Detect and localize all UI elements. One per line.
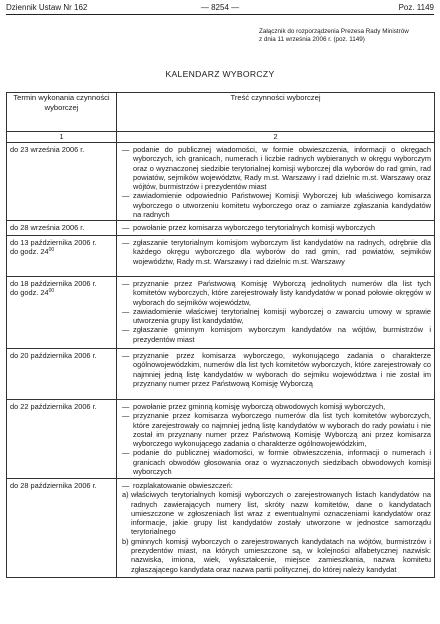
table-row (7, 221, 435, 236)
column-header-deadline: Termin wykonania czynności wyborczej (7, 93, 117, 132)
deadline-cell (7, 400, 117, 479)
list-item: — zawiadomienie odpowiednio Państwowej Komisji Wyborczej lub właściwego komisarza wyborczego o utworzeniu komitetu wyborczego oraz o zamiarze zgłaszania kandydatów na radnych (122, 191, 431, 220)
deadline-text: do 28 września 2006 r. (10, 223, 85, 232)
list-item: — podanie do publicznej wiadomości, w formie obwieszczenia, informacji o okręgach wyborczych, ich granicach, numerach i liczbie radnych wybieranych w okręgu wyborczym oraz o wyznaczonej siedzibie terytorialnej komisji wyborczej dla wyborów do rad gmin, rad powiatów, sejmików województw, Rady m.st. Warszawy i rad dzielnic m.st. Warszawy oraz wójtów, burmistrzów i prezydentów miast (122, 145, 431, 192)
table-row (7, 277, 435, 349)
document-title: KALENDARZ WYBORCZY (165, 69, 275, 79)
annex-line-1: Załącznik do rozporządzenia Prezesa Rady Ministrów (259, 28, 409, 35)
deadline-text: do 28 października 2006 r. (10, 481, 97, 490)
list-item: — rozplakatowanie obwieszczeń: (122, 481, 233, 490)
election-calendar-table (6, 92, 435, 578)
deadline-cell (7, 221, 117, 236)
list-item: — przyznanie przez Państwową Komisję Wyborczą jednolitych numerów dla list tych komitetów wyborczych, które zarejestrowały listy kandydatów w ponad połowie okręgów w wyborach do sejmików województw, (122, 279, 431, 307)
table-row (7, 400, 435, 479)
page-number: — 8254 — (200, 3, 240, 12)
column-number-1: 1 (7, 132, 117, 143)
deadline-text: do 20 października 2006 r. (10, 351, 97, 360)
header-rule (6, 14, 434, 15)
table-row (7, 349, 435, 400)
list-item: — zgłaszanie gminnym komisjom wyborczym kandydatów na wójtów, burmistrzów i prezydentów miast (122, 325, 431, 344)
table-row (7, 236, 435, 277)
deadline-cell (7, 479, 117, 578)
annex-note (259, 28, 409, 44)
deadline-cell (7, 277, 117, 349)
table-row (7, 143, 435, 221)
column-number-2: 2 (117, 132, 435, 143)
content-cell (117, 479, 435, 578)
list-item: — podanie do publicznej wiadomości, w formie obwieszczenia, informacji o numerach i granicach obwodów głosowania oraz o wyznaczonych siedzibach obwodowych komisji wyborczych (122, 448, 431, 477)
content-cell (117, 236, 435, 277)
column-number-row (7, 132, 435, 143)
list-item: — powołanie przez komisarza wyborczego terytorialnych komisji wyborczych (122, 223, 375, 232)
sub-item: b) gminnych komisji wyborczych o zarejestrowanych kandydatach na wójtów, burmistrzów i prezydentów miast, na których umieszczone są, w kolejności alfabetycznej nazwisk: nazwiska, imiona, wiek, wykształcenie, miejsce zamieszkania, nazwa komitetu zgłaszającego kandydata oraz nazwa partii politycznej, do której należy kandydat (122, 536, 431, 574)
deadline-time: do godz. $24^{00}$ (10, 288, 55, 298)
list-item: — przyznanie przez komisarza wyborczego, wykonującego zadania o charakterze ogólnowojewódzkim, numerów dla list tych komitetów wyborczych, które zarejestrowały co najmniej jedną listę kandydatów w wyborach do sejmiku województwa i nie został im przyznany numer przez Państwową Komisję Wyborczą (122, 351, 431, 388)
column-header-content: Treść czynności wyborczej (117, 93, 435, 132)
list-item: — przyznanie przez komisarza wyborczego numerów dla list tych komitetów wyborczych, które zarejestrowały co najmniej jedną listę kandydatów w wyborach do rady powiatu i nie został im przyznany numer przez Państwową Komisję Wyborczą ani przez komisarza wyborczego wykonującego zadania o charakterze ogólnowojewódzkim, (122, 411, 431, 449)
deadline-text: do 18 października 2006 r. (10, 279, 97, 288)
deadline-text: do 23 września 2006 r. (10, 145, 85, 154)
list-item: — powołanie przez gminną komisję wyborczą obwodowych komisji wyborczych, (122, 402, 386, 411)
list-item: — zgłaszanie terytorialnym komisjom wyborczym list kandydatów na radnych, odrębnie dla każdego okręgu wyborczego dla wyborów do rad gmin, rad powiatów, sejmików województw, Rady m.st. Warszawy i rad dzielnic m.st. Warszawy (122, 238, 431, 266)
table-row (7, 479, 435, 578)
position-number: Poz. 1149 (398, 3, 434, 12)
journal-name: Dziennik Ustaw Nr 162 (6, 3, 88, 12)
content-cell (117, 277, 435, 349)
deadline-text: do 22 października 2006 r. (10, 402, 97, 411)
content-cell (117, 400, 435, 479)
annex-line-2: z dnia 11 września 2006 r. (poz. 1149) (259, 36, 365, 43)
content-cell (117, 143, 435, 221)
deadline-cell (7, 236, 117, 277)
table-header-row (7, 93, 435, 132)
deadline-cell (7, 143, 117, 221)
deadline-cell (7, 349, 117, 400)
sub-item: a) właściwych terytorialnych komisji wyborczych o zarejestrowanych listach kandydatów na radnych zawierających numery list, skróty nazw komitetów, dane o kandydatach umieszczone w zgłoszeniach list wraz z ewentualnymi oznaczeniami kandydatów oraz informacje, jakie grupy list kandydatów zostały utworzone w jednostce samorządu terytorialnego (122, 490, 431, 537)
content-cell (117, 221, 435, 236)
deadline-text: do 13 października 2006 r. (10, 238, 97, 247)
deadline-time: do godz. $24^{00}$ (10, 247, 55, 257)
content-cell (117, 349, 435, 400)
list-item: — zawiadomienie właściwej terytorialnej komisji wyborczej o zawarciu umowy w sprawie utworzenia grupy list kandydatów, (122, 306, 431, 326)
